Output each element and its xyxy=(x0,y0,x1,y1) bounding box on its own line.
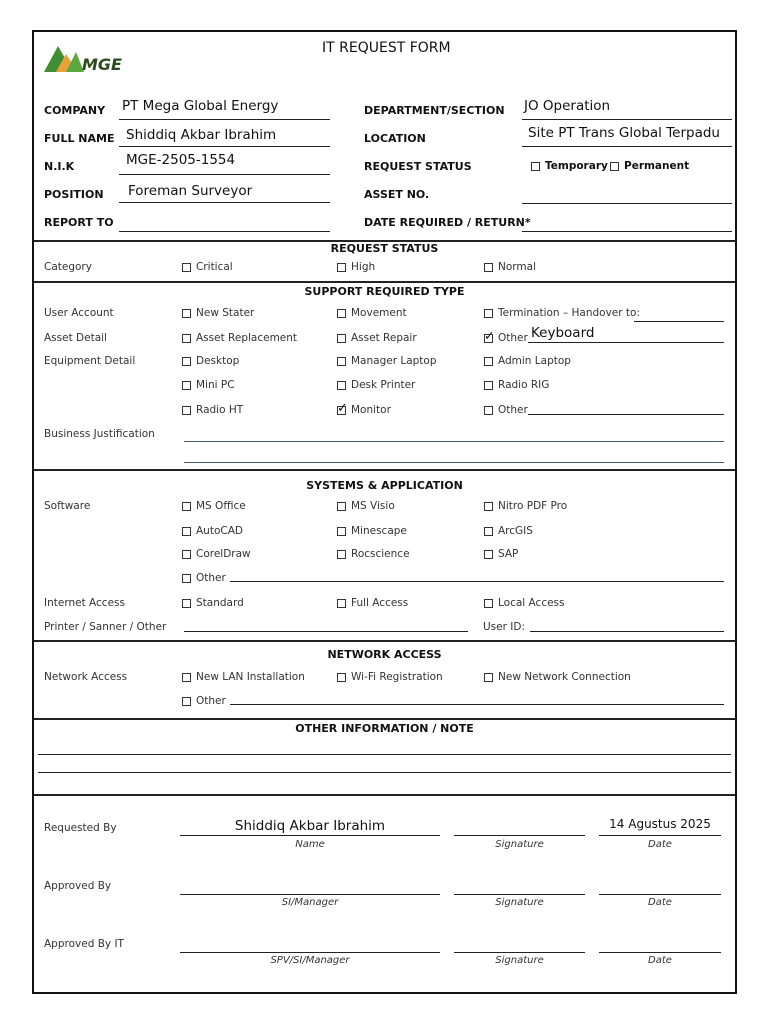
movement-option[interactable] xyxy=(337,307,407,319)
checkbox-icon xyxy=(484,550,493,559)
checkbox-icon xyxy=(182,502,191,511)
si-manager-caption: SI/Manager xyxy=(281,897,339,908)
checkbox-icon xyxy=(610,162,619,171)
requested-name-value[interactable]: Shiddiq Akbar Ibrahim xyxy=(234,818,386,834)
standard-option[interactable] xyxy=(182,597,244,609)
other-asset-option[interactable] xyxy=(484,328,528,344)
other-asset-text: Other xyxy=(498,332,528,344)
checkbox-icon xyxy=(337,357,346,366)
admin-laptop-option[interactable] xyxy=(484,355,571,367)
spv-caption: SPV/SI/Manager xyxy=(270,955,350,966)
position-label: POSITION xyxy=(44,188,104,201)
requested-date-line xyxy=(599,835,721,836)
new-lan-option[interactable] xyxy=(182,671,305,683)
checkbox-icon xyxy=(484,328,495,344)
nik-line xyxy=(119,174,330,175)
other-equipment-text: Other xyxy=(498,404,528,416)
checkbox-icon xyxy=(484,673,493,682)
manager-laptop-text: Manager Laptop xyxy=(351,355,437,367)
rocscience-option[interactable] xyxy=(337,548,410,560)
svg-text:MGE: MGE xyxy=(82,55,122,74)
desktop-option[interactable] xyxy=(182,355,239,367)
checkbox-icon xyxy=(182,574,191,583)
arcgis-option[interactable] xyxy=(484,525,533,537)
approved-it-signature-line[interactable] xyxy=(454,952,585,953)
other-network-line[interactable] xyxy=(230,704,724,705)
asset-replacement-option[interactable] xyxy=(182,332,297,344)
normal-option[interactable] xyxy=(484,261,536,273)
checkbox-icon xyxy=(337,334,346,343)
signature-caption: Signature xyxy=(495,839,544,850)
other-asset-value[interactable]: Keyboard xyxy=(531,325,595,341)
normal-text: Normal xyxy=(498,261,536,273)
approved-signature-line[interactable] xyxy=(454,894,585,895)
critical-text: Critical xyxy=(196,261,233,273)
network-heading: NETWORK ACCESS xyxy=(327,648,442,661)
note-heading: OTHER INFORMATION / NOTE xyxy=(295,722,474,735)
location-label: LOCATION xyxy=(364,132,426,145)
justification-line-1[interactable] xyxy=(184,441,724,442)
business-justification-label: Business Justification xyxy=(44,428,155,440)
critical-option[interactable] xyxy=(182,261,233,273)
form-frame xyxy=(32,30,737,994)
checkbox-icon xyxy=(337,599,346,608)
department-label: DEPARTMENT/SECTION xyxy=(364,104,505,117)
monitor-text: Monitor xyxy=(351,404,391,416)
other-software-line[interactable] xyxy=(230,581,724,582)
asset-no-line[interactable] xyxy=(522,203,732,204)
mini-pc-option[interactable] xyxy=(182,379,235,391)
checkbox-icon xyxy=(182,697,191,706)
department-value[interactable]: JO Operation xyxy=(524,98,611,114)
nik-value[interactable]: MGE-2505-1554 xyxy=(126,152,236,168)
wifi-option[interactable] xyxy=(337,671,443,683)
full-name-line xyxy=(119,146,330,147)
section-divider xyxy=(34,718,735,720)
section-divider xyxy=(34,794,735,796)
checkbox-icon xyxy=(182,309,191,318)
note-line-2[interactable] xyxy=(38,772,731,773)
checkbox-icon xyxy=(337,527,346,536)
date-caption: Date xyxy=(648,839,672,850)
checkbox-icon xyxy=(182,406,191,415)
requested-signature-line[interactable] xyxy=(454,835,585,836)
requested-by-label: Requested By xyxy=(44,822,117,834)
ms-visio-option[interactable] xyxy=(337,500,395,512)
full-name-value[interactable]: Shiddiq Akbar Ibrahim xyxy=(126,127,277,143)
ms-visio-text: MS Visio xyxy=(351,500,395,512)
radio-rig-option[interactable] xyxy=(484,379,549,391)
section-divider xyxy=(34,640,735,642)
request-status-label: REQUEST STATUS xyxy=(364,160,472,173)
full-name-label: FULL NAME xyxy=(44,132,115,145)
department-line xyxy=(522,119,732,120)
requested-name-line xyxy=(180,835,440,836)
company-value[interactable]: PT Mega Global Energy xyxy=(122,98,279,114)
autocad-text: AutoCAD xyxy=(196,525,243,537)
standard-text: Standard xyxy=(196,597,244,609)
other-software-option[interactable] xyxy=(182,572,226,584)
asset-replacement-text: Asset Replacement xyxy=(196,332,298,344)
sap-option[interactable] xyxy=(484,548,518,560)
local-access-text: Local Access xyxy=(498,597,565,609)
arcgis-text: ArcGIS xyxy=(498,525,533,537)
termination-text: Termination – Handover to: xyxy=(498,307,640,319)
asset-no-label: ASSET NO. xyxy=(364,188,430,201)
new-stater-option[interactable] xyxy=(182,307,254,319)
section-divider xyxy=(34,281,735,283)
sap-text: SAP xyxy=(498,548,519,560)
justification-line-2[interactable] xyxy=(184,462,724,463)
approved-by-it-label: Approved By IT xyxy=(44,938,124,950)
date-caption: Date xyxy=(648,955,672,966)
checkbox-icon xyxy=(182,550,191,559)
signature-caption: Signature xyxy=(495,955,544,966)
checkbox-icon xyxy=(484,357,493,366)
user-id-label: User ID: xyxy=(483,621,525,633)
ms-office-text: MS Office xyxy=(196,500,246,512)
nik-label: N.I.K xyxy=(44,160,75,173)
report-to-label: REPORT TO xyxy=(44,216,114,229)
position-value[interactable]: Foreman Surveyor xyxy=(128,183,253,199)
minescape-text: Minescape xyxy=(351,525,407,537)
new-connection-option[interactable] xyxy=(484,671,631,683)
checkbox-icon xyxy=(484,502,493,511)
date-required-line[interactable] xyxy=(522,231,732,232)
nitro-text: Nitro PDF Pro xyxy=(498,500,568,512)
section-divider xyxy=(34,469,735,471)
user-account-label: User Account xyxy=(44,307,114,319)
requested-date-value[interactable]: 14 Agustus 2025 xyxy=(609,817,711,831)
approved-by-label: Approved By xyxy=(44,880,112,892)
other-equipment-option[interactable] xyxy=(484,404,528,416)
network-access-label: Network Access xyxy=(44,671,128,683)
checkbox-icon xyxy=(484,263,493,272)
nitro-option[interactable] xyxy=(484,500,567,512)
new-lan-text: New LAN Installation xyxy=(196,671,305,683)
approved-name-line[interactable] xyxy=(180,894,440,895)
asset-repair-option[interactable] xyxy=(337,332,417,344)
request-status-heading: REQUEST STATUS xyxy=(330,242,439,255)
desktop-text: Desktop xyxy=(196,355,240,367)
checkbox-icon xyxy=(182,599,191,608)
checkbox-icon xyxy=(182,334,191,343)
mini-pc-text: Mini PC xyxy=(196,379,235,391)
checkmark-icon: ✓ xyxy=(484,328,495,344)
category-label: Category xyxy=(44,261,92,273)
asset-detail-label: Asset Detail xyxy=(44,332,107,344)
coreldraw-text: CorelDraw xyxy=(196,548,251,560)
checkbox-icon xyxy=(337,550,346,559)
full-access-option[interactable] xyxy=(337,597,408,609)
location-line xyxy=(522,146,732,147)
other-network-text: Other xyxy=(196,695,226,707)
full-access-text: Full Access xyxy=(351,597,409,609)
printer-label: Printer / Sanner / Other xyxy=(44,621,167,633)
checkbox-icon xyxy=(337,263,346,272)
form-title: IT REQUEST FORM xyxy=(322,40,451,56)
high-text: High xyxy=(351,261,376,273)
desk-printer-option[interactable] xyxy=(337,379,415,391)
termination-option[interactable] xyxy=(484,307,640,319)
location-value[interactable]: Site PT Trans Global Terpadu xyxy=(528,125,720,141)
company-label: COMPANY xyxy=(44,104,106,117)
manager-laptop-option[interactable] xyxy=(337,355,437,367)
checkbox-icon xyxy=(484,381,493,390)
printer-line[interactable] xyxy=(184,631,468,632)
other-network-option[interactable] xyxy=(182,695,226,707)
systems-heading: SYSTEMS & APPLICATION xyxy=(306,479,463,492)
checkbox-icon xyxy=(531,162,540,171)
checkbox-icon xyxy=(337,502,346,511)
approved-date-line[interactable] xyxy=(599,894,721,895)
internet-access-label: Internet Access xyxy=(44,597,125,609)
date-required-label: DATE REQUIRED / RETURN* xyxy=(364,216,531,229)
approved-it-date-line[interactable] xyxy=(599,952,721,953)
report-to-line[interactable] xyxy=(119,231,330,232)
equipment-detail-label: Equipment Detail xyxy=(44,355,136,367)
wifi-text: Wi-Fi Registration xyxy=(351,671,443,683)
checkbox-icon xyxy=(484,599,493,608)
checkbox-icon xyxy=(337,400,348,416)
other-asset-line xyxy=(528,342,724,343)
radio-ht-option[interactable] xyxy=(182,404,243,416)
high-option[interactable] xyxy=(337,261,375,273)
radio-ht-text: Radio HT xyxy=(196,404,244,416)
status-temporary-option[interactable] xyxy=(531,160,608,172)
handover-line[interactable] xyxy=(634,321,724,322)
mge-logo xyxy=(44,42,136,80)
desk-printer-text: Desk Printer xyxy=(351,379,416,391)
checkbox-icon xyxy=(337,309,346,318)
checkbox-icon xyxy=(484,309,493,318)
new-connection-text: New Network Connection xyxy=(498,671,631,683)
checkmark-icon: ✓ xyxy=(337,400,348,416)
checkbox-icon xyxy=(182,527,191,536)
rocscience-text: Rocscience xyxy=(351,548,410,560)
status-temporary-text: Temporary xyxy=(545,160,608,172)
coreldraw-option[interactable] xyxy=(182,548,251,560)
ms-office-option[interactable] xyxy=(182,500,246,512)
checkbox-icon xyxy=(337,673,346,682)
checkbox-icon xyxy=(182,263,191,272)
approved-it-name-line[interactable] xyxy=(180,952,440,953)
checkbox-icon xyxy=(182,357,191,366)
radio-rig-text: Radio RIG xyxy=(498,379,550,391)
software-label: Software xyxy=(44,500,91,512)
admin-laptop-text: Admin Laptop xyxy=(498,355,571,367)
position-line xyxy=(119,202,330,203)
other-equipment-line[interactable] xyxy=(528,414,724,415)
company-line xyxy=(119,119,330,120)
checkbox-icon xyxy=(182,381,191,390)
checkbox-icon xyxy=(484,406,493,415)
checkbox-icon xyxy=(182,673,191,682)
monitor-option[interactable] xyxy=(337,400,391,416)
signature-caption: Signature xyxy=(495,897,544,908)
checkbox-icon xyxy=(484,527,493,536)
note-line-1[interactable] xyxy=(38,754,731,755)
movement-text: Movement xyxy=(351,307,407,319)
checkbox-icon xyxy=(337,381,346,390)
user-id-line[interactable] xyxy=(530,631,724,632)
asset-repair-text: Asset Repair xyxy=(351,332,417,344)
name-caption: Name xyxy=(295,839,325,850)
new-stater-text: New Stater xyxy=(196,307,255,319)
autocad-option[interactable] xyxy=(182,525,243,537)
status-permanent-text: Permanent xyxy=(624,160,690,172)
date-caption: Date xyxy=(648,897,672,908)
local-access-option[interactable] xyxy=(484,597,565,609)
support-heading: SUPPORT REQUIRED TYPE xyxy=(304,285,465,298)
status-permanent-option[interactable] xyxy=(610,160,689,172)
other-software-text: Other xyxy=(196,572,226,584)
minescape-option[interactable] xyxy=(337,525,407,537)
